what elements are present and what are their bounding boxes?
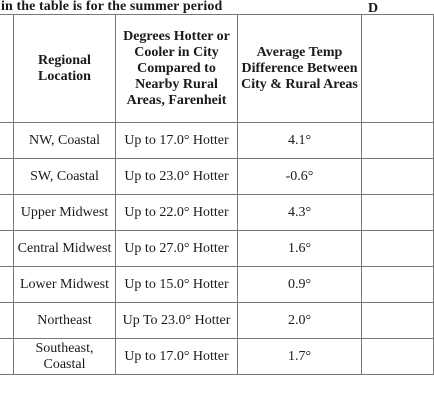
table-row: [0, 303, 434, 339]
row-left-stub: [0, 267, 14, 303]
cell-avg-difference: 0.9°: [238, 267, 362, 303]
row-right-stub: [362, 123, 434, 159]
cell-region: Northeast: [14, 303, 116, 339]
header-row: [0, 15, 434, 123]
row-right-stub: [362, 159, 434, 195]
header-right-stub: [362, 0, 434, 123]
row-left-stub: [0, 303, 14, 339]
table-row: [0, 339, 434, 375]
cell-avg-difference: 2.0°: [238, 303, 362, 339]
cell-region: Central Midwest: [14, 231, 116, 267]
table-row: [0, 231, 434, 267]
table-row: [0, 123, 434, 159]
table-row: [0, 267, 434, 303]
cell-region: Upper Midwest: [14, 195, 116, 231]
row-right-stub: [362, 339, 434, 375]
cell-degrees: Up to 17.0° Hotter: [116, 339, 238, 375]
row-left-stub: [0, 195, 14, 231]
cell-region: Southeast, Coastal: [14, 339, 116, 375]
row-right-stub: [362, 267, 434, 303]
table-caption: in the table is for the summer period: [1, 0, 223, 14]
header-degrees-hotter-cooler: Degrees Hotter or Cooler in City Compared to Nearby Rural Areas, Farenheit: [116, 15, 238, 123]
cell-degrees: Up to 15.0° Hotter: [116, 267, 238, 303]
cell-degrees: Up to 27.0° Hotter: [116, 231, 238, 267]
cell-degrees: Up To 23.0° Hotter: [116, 303, 238, 339]
header-left-stub: [0, 15, 14, 123]
row-left-stub: [0, 339, 14, 375]
cell-avg-difference: 4.3°: [238, 195, 362, 231]
table-row: [0, 159, 434, 195]
header-right-stub-text: D: [368, 0, 379, 16]
header-average-temp-difference: Average Temp Difference Between City & Rural Areas: [238, 15, 362, 123]
row-left-stub: [0, 159, 14, 195]
cell-degrees: Up to 22.0° Hotter: [116, 195, 238, 231]
cell-region: Lower Midwest: [14, 267, 116, 303]
row-right-stub: [362, 231, 434, 267]
cell-region: NW, Coastal: [14, 123, 116, 159]
cell-avg-difference: 4.1°: [238, 123, 362, 159]
cell-region: SW, Coastal: [14, 159, 116, 195]
cell-avg-difference: 1.7°: [238, 339, 362, 375]
cell-avg-difference: -0.6°: [238, 159, 362, 195]
row-left-stub: [0, 231, 14, 267]
row-right-stub: [362, 195, 434, 231]
row-right-stub: [362, 303, 434, 339]
header-regional-location: Regional Location: [14, 15, 116, 123]
cell-degrees: Up to 17.0° Hotter: [116, 123, 238, 159]
row-left-stub: [0, 123, 14, 159]
table-row: [0, 195, 434, 231]
cell-avg-difference: 1.6°: [238, 231, 362, 267]
cell-degrees: Up to 23.0° Hotter: [116, 159, 238, 195]
